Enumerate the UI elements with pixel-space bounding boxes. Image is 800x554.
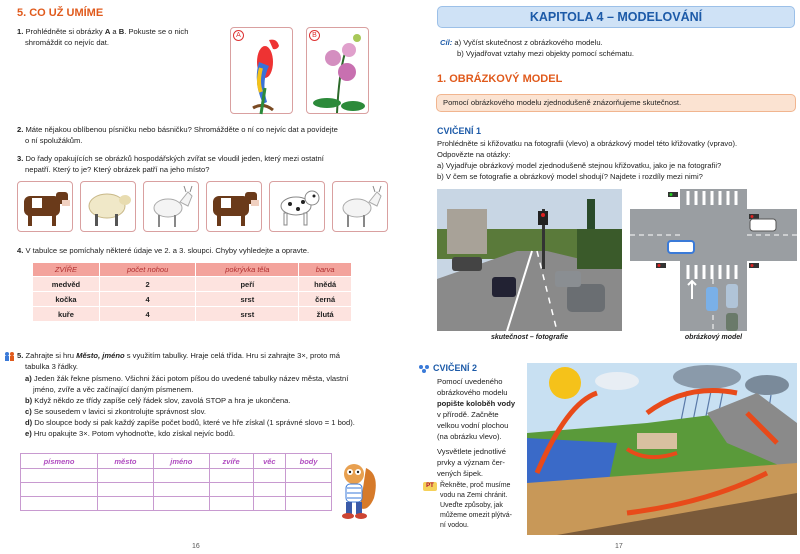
parrot-icon	[231, 28, 294, 115]
table-cell[interactable]	[253, 497, 286, 511]
table-cell: srst	[196, 307, 299, 322]
step-letter: e)	[25, 429, 32, 438]
note-line: můžeme omezit plýtvá-	[440, 512, 512, 519]
step	[25, 406, 390, 417]
step-text: Hru opakujte 3×. Potom vyhodnoťte, kdo získal nejvíc bodů.	[33, 429, 235, 438]
step-letter: a)	[25, 374, 32, 383]
exercise-line: Odpovězte na otázky:	[437, 150, 511, 159]
task-2	[17, 124, 387, 146]
goals	[440, 37, 795, 59]
crossroad-photo	[437, 189, 622, 331]
exercise-line: vených šipek.	[437, 469, 484, 478]
column-header: zvíře	[209, 454, 253, 469]
group-work-icon	[418, 364, 430, 374]
column-header: město	[98, 454, 154, 469]
column-header: barva	[299, 263, 352, 277]
image-label: B	[309, 30, 320, 41]
table-cell: hnědá	[299, 277, 352, 292]
task-number: 1.	[17, 27, 24, 36]
table-cell: srst	[196, 292, 299, 307]
label-b: B	[118, 27, 125, 36]
exercise-line: obrázkového modelu	[437, 388, 508, 397]
model-caption: obrázkový model	[684, 334, 743, 341]
table-cell: medvěd	[33, 277, 100, 292]
page-number: 16	[192, 543, 200, 550]
exercise-line: Vysvětlete jednotlivé	[437, 447, 506, 456]
task-number: 2.	[17, 125, 24, 134]
task-text: V tabulce se pomíchaly některé údaje ve 2. a 3. sloupci. Chyby vyhledejte a opravte.	[25, 246, 310, 255]
task-text: Zahrajte si hru	[25, 351, 77, 360]
table-cell: žlutá	[299, 307, 352, 322]
table-cell: kuře	[33, 307, 100, 322]
goal-item: b) Vyjadřovat vztahy mezi objekty pomocí schématu.	[457, 49, 634, 58]
animal-card	[143, 181, 199, 232]
exercise-line: v přírodě. Začněte	[437, 410, 499, 419]
exercise-line: prvky a význam čer-	[437, 458, 505, 467]
table-cell[interactable]	[286, 483, 332, 497]
table-cell: kočka	[33, 292, 100, 307]
animal-card	[332, 181, 388, 232]
orchid-icon	[307, 28, 370, 115]
exercise-line: popište koloběh vody	[437, 399, 516, 408]
parrot-image	[230, 27, 293, 114]
step	[25, 384, 390, 395]
chapter-banner: KAPITOLA 4 – MODELOVÁNÍ	[437, 6, 795, 28]
step	[25, 395, 390, 406]
table-cell[interactable]	[253, 469, 286, 483]
step-letter: c)	[25, 407, 32, 416]
animal-card	[269, 181, 325, 232]
note-line: ní vodou.	[440, 522, 469, 529]
table-cell: 2	[99, 277, 195, 292]
definition-box: Pomocí obrázkového modelu zjednodušeně znázorňujeme skutečnost.	[436, 94, 796, 112]
pair-work-icon	[4, 351, 16, 361]
table-header-row	[21, 454, 332, 469]
game-name: Město, jméno	[76, 351, 125, 360]
exercise-2-title: CVIČENÍ 2	[433, 363, 478, 373]
game-table	[20, 453, 332, 511]
section-heading: 5. CO UŽ UMÍME	[17, 7, 104, 19]
table-cell[interactable]	[209, 483, 253, 497]
exercise-2-text	[437, 376, 523, 479]
goal-label: Cíl:	[440, 38, 453, 47]
table-cell[interactable]	[153, 497, 209, 511]
note-line: Uveďte způsoby, jak	[440, 502, 503, 509]
table-cell[interactable]	[21, 469, 98, 483]
table-cell[interactable]	[98, 497, 154, 511]
table-row	[33, 292, 352, 307]
label-a: A	[104, 27, 111, 36]
note-line: Řekněte, proč musíme	[440, 482, 511, 489]
step	[25, 373, 390, 384]
step-text: jméno, zvíře a věc začínající daným písmenem.	[33, 385, 194, 394]
table-row[interactable]	[21, 469, 332, 483]
exercise-line: Pomocí uvedeného	[437, 377, 503, 386]
sun-icon	[549, 367, 581, 399]
table-row[interactable]	[21, 497, 332, 511]
column-header: ZVÍŘE	[33, 263, 100, 277]
step-letter: d)	[25, 418, 33, 427]
photo-caption: skutečnost – fotografie	[490, 334, 568, 341]
column-header: jméno	[153, 454, 209, 469]
goat-icon	[144, 182, 200, 233]
goat-icon	[333, 182, 389, 233]
cow-icon	[207, 182, 263, 233]
table-cell[interactable]	[21, 497, 98, 511]
task-text: nepatří. Který to je? Který obrázek patří na jeho místo?	[25, 165, 210, 174]
goal-item: a) Vyčíst skutečnost z obrázkového modelu.	[454, 38, 603, 47]
task-text: a	[110, 27, 119, 36]
exercise-line: b) V čem se fotografie a obrázkový model shodují? Najdete i rozdíly mezi nimi?	[437, 172, 703, 181]
animal-card	[80, 181, 136, 232]
note-line: vodu na Zemi chránit.	[440, 492, 508, 499]
page-number: 17	[615, 543, 623, 550]
step	[25, 428, 390, 439]
column-header: body	[286, 454, 332, 469]
step	[25, 417, 390, 428]
pt-badge: PT	[423, 482, 437, 491]
table-cell[interactable]	[253, 483, 286, 497]
column-header: pokrývka těla	[196, 263, 299, 277]
section-heading: 1. OBRÁZKOVÝ MODEL	[437, 73, 563, 85]
table-cell[interactable]	[286, 497, 332, 511]
task-text: s využitím tabulky. Hraje celá třída. Hru si zahrajte 3×, proto má	[124, 351, 340, 360]
table-cell[interactable]	[98, 483, 154, 497]
exercise-1-text	[437, 138, 797, 182]
animals-table	[32, 262, 352, 322]
table-cell: 4	[99, 292, 195, 307]
task-text: Do řady opakujících se obrázků hospodářských zvířat se vloudil jeden, který mezi ostatní	[25, 154, 324, 163]
task-number: 3.	[17, 154, 24, 163]
table-cell: peří	[196, 277, 299, 292]
column-header: věc	[253, 454, 286, 469]
step-letter: b)	[25, 396, 33, 405]
task-text: Prohlédněte si obrázky	[25, 27, 105, 36]
table-cell: černá	[299, 292, 352, 307]
animal-card	[17, 181, 73, 232]
squirrel-mascot-icon	[336, 458, 380, 520]
step-text: Do sloupce body si pak každý zapíše počet bodů, které ve hře získal (1 správné slovo = 1 bod).	[34, 418, 355, 427]
task-number: 5.	[17, 351, 24, 360]
water-cycle-illustration	[527, 363, 797, 535]
task-number: 4.	[17, 246, 24, 255]
cow-icon	[18, 182, 74, 233]
step-text: Jeden žák řekne písmeno. Všichni žáci potom píšou do uvedené tabulky název města, vlastní	[33, 374, 349, 383]
table-row	[33, 307, 352, 322]
step-text: Když někdo ze třídy zapíše celý řádek slov, zavolá STOP a hra je ukončena.	[34, 396, 291, 405]
table-cell[interactable]	[153, 483, 209, 497]
sheep-icon	[81, 182, 137, 233]
table-header-row	[33, 263, 352, 277]
table-cell[interactable]	[209, 469, 253, 483]
exercise-line: Prohlédněte si křižovatku na fotografii (vlevo) a obrázkový model této křižovatky (vpravo).	[437, 139, 738, 148]
task-text: . Pokuste se o nich	[124, 27, 189, 36]
step-text: Se sousedem v lavici si zkontrolujte správnost slov.	[33, 407, 206, 416]
task-4	[17, 245, 387, 256]
task-5	[17, 350, 387, 372]
table-cell[interactable]	[209, 497, 253, 511]
pt-note	[440, 481, 526, 531]
column-header: písmeno	[21, 454, 98, 469]
table-row	[33, 277, 352, 292]
table-cell[interactable]	[98, 469, 154, 483]
task-text: Máte nějakou oblíbenou písničku nebo básničku? Shromážděte o ní co nejvíc dat a povídejte	[25, 125, 338, 134]
exercise-1-title: CVIČENÍ 1	[437, 126, 482, 136]
exercise-line: a) Vyjadřuje obrázkový model zjednodušeně stejnou křižovatku, jako je na fotografii?	[437, 161, 722, 170]
task-text: o ní spolužákům.	[25, 136, 83, 145]
exercise-line: velkou vodní plochou	[437, 421, 509, 430]
animal-card	[206, 181, 262, 232]
flower-image	[306, 27, 369, 114]
task-1	[17, 26, 222, 48]
crossroad-model	[630, 189, 797, 331]
table-row[interactable]	[21, 483, 332, 497]
dog-icon	[270, 182, 326, 233]
image-label: A	[233, 30, 244, 41]
table-cell[interactable]	[21, 483, 98, 497]
task-text: tabulka 3 řádky.	[25, 362, 79, 371]
task-5-steps	[25, 373, 390, 439]
task-3	[17, 153, 387, 175]
table-cell[interactable]	[153, 469, 209, 483]
exercise-line: (na obrázku vlevo).	[437, 432, 502, 441]
table-cell[interactable]	[286, 469, 332, 483]
table-cell: 4	[99, 307, 195, 322]
task-text: shromáždit co nejvíc dat.	[25, 38, 109, 47]
column-header: počet nohou	[99, 263, 195, 277]
